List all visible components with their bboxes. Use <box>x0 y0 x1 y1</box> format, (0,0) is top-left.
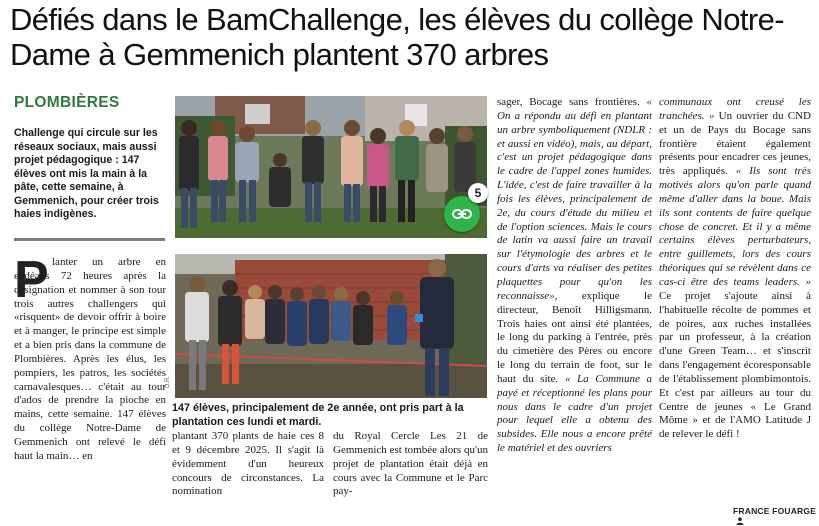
photo-count-badge: 5 <box>468 183 488 203</box>
intro-lede: Challenge qui circule sur les réseaux sociaux, mais aussi projet pédagogique : 147 élèves ont mis la main à la pâte, cette semaine, à Gemmenich, pour créer trois haies indigènes. <box>14 127 159 220</box>
section-label: PLOMBIÈRES <box>14 94 120 111</box>
author-credit <box>733 506 819 526</box>
col5-para-2: Ce projet s'ajoute ainsi à l'habituelle récolte de pommes et de poires, aux ruches installées par un professeur, à la création d'une Green Team… et s'inscrit dans l'engagement écoresponsable de l'établissement plombimontois. Et c'est par ailleurs au tour du Centre de jeunes « Le Grand Môme » et de l'AMO Latitude J de relever le défi ! <box>659 289 811 441</box>
photo-planting <box>175 254 487 398</box>
link-icon <box>452 209 472 219</box>
col4-para-1: sager, Bocage sans frontières. <box>497 96 640 108</box>
photo-group-students <box>175 96 487 238</box>
col4-quote-1: « On a répondu au défi en plantant un arbre symboliquement (NDLR : et aussi en vidéo), mais, au départ, c'est un projet pédagogique dans le cadre de l'appel zones humides. L'idée, c'est de faire travailler à la fois les élèves, principalement de 2e, du cours d'étude du milieu et de l'option sciences. Mais le cours de latin va aussi faire un travail sur l'étymologie des arbres et le cours d'arts va réaliser des petites plaquettes pour qu'on les reconnaisse», <box>497 96 653 302</box>
headline: Défiés dans le BamChallenge, les élèves du collège Notre-Dame à Gemmenich plantent 370 arbres <box>10 2 784 72</box>
col5-quote-1: communaux ont creusé les tranchées. » <box>659 96 811 122</box>
photo-credit-small: D.R. <box>165 376 171 388</box>
col5-para-1: Un ouvrier du CND et un de Pays du Bocage sans frontière étaient également présents pour encadrer ces jeunes, très appliqués. <box>659 109 812 178</box>
drop-cap: P <box>14 251 49 309</box>
column-3-text: du Royal Cercle Les 21 de Gemmenich est tombée alors qu'un projet de plantation était déjà en cours avec la Commune et le Parc pay- <box>333 430 488 498</box>
column-4-text <box>497 96 652 456</box>
column-5-text <box>659 96 811 442</box>
col4-para-2: explique le directeur, Benoît Hilligsmann. Trois haies ont ainsi été plantées, le long du parking à l'entrée, près du cimetière des Pères ou encore le long du terrain de foot, sur le haut du site. <box>497 289 652 385</box>
col5-quote-2: « Ils sont très motivés alors qu'on parle quand même d'aller dans la boue. Mais ils sont contents de faire quelque chose de concret. Et il y a même certains élèves perturbateurs, entre guillemets, lors des cours théoriques qui se révèlent dans ce cas-ci être des teams leaders. » <box>659 165 812 288</box>
column-1-text: lanter un arbre en endéans 72 heures après la désignation et nommer à son tour trois autres challengers qui «risquent» de devoir offrir à boire et à manger, le principe est simple et a bien pris dans la commune de Plombières. Après les élus, les pompiers, les patros, les sociétés carnavalesques… c'était au tour d'ados de prendre la pioche en mains, cette semaine. 147 élèves du collège Notre-Dame de Gemmenich ont relevé le défi haut la main… en <box>14 256 166 462</box>
col4-quote-2: « La Commune a payé et réceptionné les plans pour nous dans le cadre d'un projet pour lequel elle a obtenu des subsides. Elle nous a encore prêté le matériel et des ouvriers <box>497 372 652 455</box>
intro-divider <box>14 238 165 241</box>
author-name: FRANCE FOUARGE <box>733 506 817 516</box>
column-2-text: plantant 370 plants de haie ces 8 et 9 décembre 2025. Il s'agit là évidemment d'un heureux concours de circonstances. La nomination <box>172 430 324 498</box>
photo-caption: 147 élèves, principalement de 2e année, ont pris part à la plantation ces lundi et mardi. <box>172 402 464 428</box>
